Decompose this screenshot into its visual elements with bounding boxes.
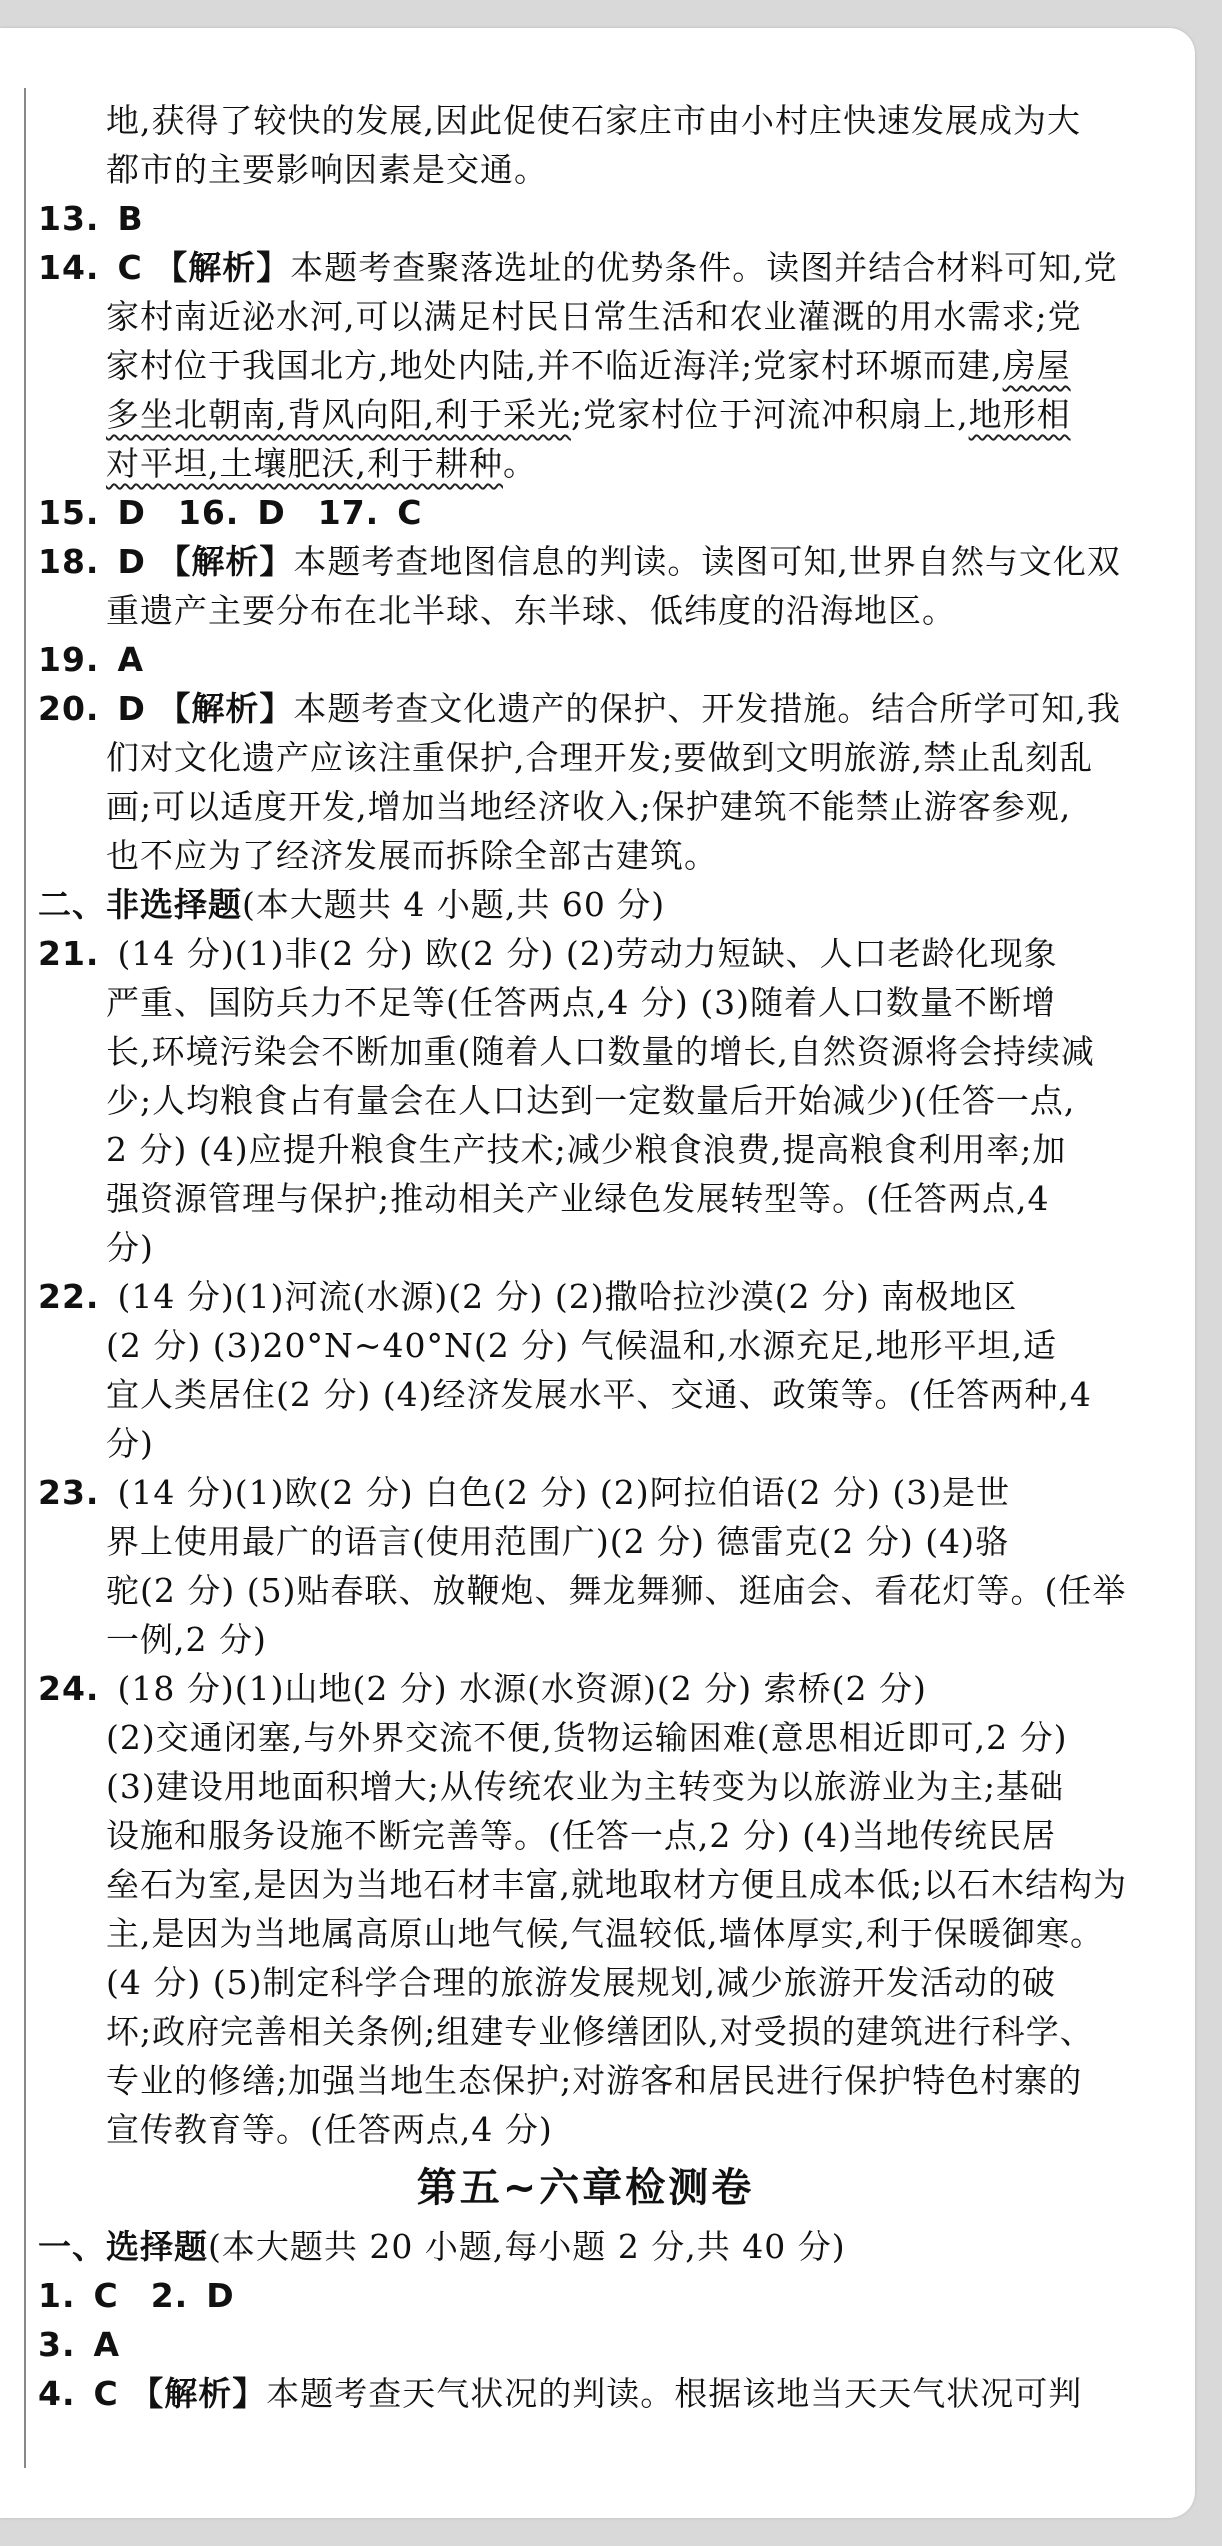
analysis-text: 本题考查聚落选址的优势条件。读图并结合材料可知,党 <box>290 248 1118 287</box>
answer-page <box>0 28 1195 2518</box>
emphasis-text: 地形相 <box>968 395 1071 434</box>
analysis-tag: 【解析】 <box>157 542 294 581</box>
text-line: 坏;政府完善相关条例;组建专业修缮团队,对受损的建筑进行科学、 <box>106 2012 1094 2051</box>
answer-letter: C <box>93 2276 119 2315</box>
question-number: 22. <box>38 1277 100 1316</box>
answer-item-18 <box>38 537 1133 586</box>
question-number: 3. <box>38 2325 76 2364</box>
answer-letter: D <box>117 493 146 532</box>
text-line: (2 分) (3)20°N~40°N(2 分) 气候温和,水源充足,地形平坦,适 <box>106 1326 1058 1365</box>
text-line: 驼(2 分) (5)贴春联、放鞭炮、舞龙舞狮、逛庙会、看花灯等。(任举 <box>106 1571 1127 1610</box>
chapter-title: 第五~六章检测卷 <box>416 2165 755 2211</box>
question-number: 16. <box>177 493 240 532</box>
text-line: 画;可以适度开发,增加当地经济收入;保护建筑不能禁止游客参观, <box>106 787 1072 826</box>
analysis-text: 本题考查天气状况的判读。根据该地当天天气状况可判 <box>266 2374 1083 2413</box>
text-line: 一例,2 分) <box>106 1620 267 1659</box>
left-margin-rule <box>24 88 26 2468</box>
question-number: 15. <box>38 493 100 532</box>
answer-letter: C <box>117 248 143 287</box>
section-note: (本大题共 4 小题,共 60 分) <box>242 885 666 924</box>
answer-item-24 <box>38 1664 1133 1713</box>
text-line: 垒石为室,是因为当地石材丰富,就地取材方便且成本低;以石木结构为 <box>106 1865 1128 1904</box>
analysis-text: 本题考查地图信息的判读。读图可知,世界自然与文化双 <box>293 542 1121 581</box>
emphasis-text: 多坐北朝南,背风向阳,利于采光 <box>106 395 571 434</box>
answer-item-3 <box>38 2320 1133 2369</box>
text-line: 分) <box>106 1228 154 1267</box>
answer-letter: C <box>397 493 423 532</box>
answer-item-21 <box>38 929 1133 978</box>
answer-letter: D <box>117 689 146 728</box>
answer-item-22 <box>38 1272 1133 1321</box>
question-number: 14. <box>38 248 100 287</box>
section-heading <box>38 880 1133 929</box>
answer-letter: A <box>117 640 145 679</box>
answer-text: (14 分)(1)非(2 分) 欧(2 分) (2)劳动力短缺、人口老龄化现象 <box>117 934 1058 973</box>
question-number: 1. <box>38 2276 76 2315</box>
text-line: 宜人类居住(2 分) (4)经济发展水平、交通、政策等。(任答两种,4 <box>106 1375 1092 1414</box>
answer-text: (18 分)(1)山地(2 分) 水源(水资源)(2 分) 索桥(2 分) <box>117 1669 927 1708</box>
answer-letter: C <box>93 2374 119 2413</box>
text-line: 界上使用最广的语言(使用范围广)(2 分) 德雷克(2 分) (4)骆 <box>106 1522 1009 1561</box>
question-number: 13. <box>38 199 100 238</box>
question-number: 17. <box>317 493 380 532</box>
answer-item-4 <box>38 2369 1133 2418</box>
analysis-tag: 【解析】 <box>130 2374 267 2413</box>
text-line: 主,是因为当地属高原山地气候,气温较低,墙体厚实,利于保暖御寒。 <box>106 1914 1104 1953</box>
text-line: 长,环境污染会不断加重(随着人口数量的增长,自然资源将会持续减 <box>106 1032 1095 1071</box>
section-note: (本大题共 20 小题,每小题 2 分,共 40 分) <box>208 2227 846 2266</box>
answer-item-23 <box>38 1468 1133 1517</box>
text-line: 也不应为了经济发展而拆除全部古建筑。 <box>106 836 718 875</box>
text-line: (3)建设用地面积增大;从传统农业为主转变为以旅游业为主;基础 <box>106 1767 1064 1806</box>
text-line: 宣传教育等。(任答两点,4 分) <box>106 2110 553 2149</box>
text-line <box>38 439 1133 488</box>
answer-items-15-17 <box>38 488 1133 537</box>
text-line: 强资源管理与保护;推动相关产业绿色发展转型等。(任答两点,4 <box>106 1179 1050 1218</box>
text-line: (4 分) (5)制定科学合理的旅游发展规划,减少旅游开发活动的破 <box>106 1963 1056 2002</box>
question-number: 2. <box>150 2276 189 2315</box>
emphasis-text: 对平坦,土壤肥沃,利于耕种 <box>106 444 503 483</box>
text-line: 重遗产主要分布在北半球、东半球、低纬度的沿海地区。 <box>106 591 956 630</box>
question-number: 24. <box>38 1669 100 1708</box>
question-number: 20. <box>38 689 100 728</box>
question-number: 23. <box>38 1473 100 1512</box>
analysis-text: 本题考查文化遗产的保护、开发措施。结合所学可知,我 <box>293 689 1121 728</box>
analysis-tag: 【解析】 <box>154 248 291 287</box>
answer-item-13 <box>38 194 1133 243</box>
answer-item-14 <box>38 243 1133 292</box>
text-segment: 。 <box>502 444 537 483</box>
text-segment: ;党家村位于河流冲积扇上, <box>570 395 969 434</box>
question-number: 18. <box>38 542 100 581</box>
text-line: 都市的主要影响因素是交通。 <box>106 150 548 189</box>
analysis-tag: 【解析】 <box>157 689 294 728</box>
text-line: 分) <box>106 1424 154 1463</box>
answer-text: (14 分)(1)欧(2 分) 白色(2 分) (2)阿拉伯语(2 分) (3)是世 <box>117 1473 1011 1512</box>
text-line <box>38 341 1133 390</box>
answer-content <box>38 96 1133 2418</box>
answer-text: (14 分)(1)河流(水源)(2 分) (2)撒哈拉沙漠(2 分) 南极地区 <box>117 1277 1018 1316</box>
answer-letter: A <box>93 2325 121 2364</box>
text-line: 专业的修缮;加强当地生态保护;对游客和居民进行保护特色村寨的 <box>106 2061 1083 2100</box>
text-line: 少;人均粮食占有量会在人口达到一定数量后开始减少)(任答一点, <box>106 1081 1076 1120</box>
answer-letter: D <box>257 493 286 532</box>
answer-letter: B <box>117 199 144 238</box>
text-line: (2)交通闭塞,与外界交流不便,货物运输困难(意思相近即可,2 分) <box>106 1718 1068 1757</box>
emphasis-text: 房屋 <box>1002 346 1071 385</box>
text-line: 设施和服务设施不断完善等。(任答一点,2 分) (4)当地传统民居 <box>106 1816 1056 1855</box>
answer-items-1-2 <box>38 2271 1133 2320</box>
answer-item-19 <box>38 635 1133 684</box>
text-line: 家村南近泌水河,可以满足村民日常生活和农业灌溉的用水需求;党 <box>106 297 1082 336</box>
section-heading <box>38 2222 1133 2271</box>
section-label: 一、选择题 <box>38 2227 208 2266</box>
question-number: 19. <box>38 640 100 679</box>
text-line: 2 分) (4)应提升粮食生产技术;减少粮食浪费,提高粮食利用率;加 <box>106 1130 1067 1169</box>
question-number: 21. <box>38 934 100 973</box>
question-number: 4. <box>38 2374 76 2413</box>
answer-item-20 <box>38 684 1133 733</box>
text-segment: 家村位于我国北方,地处内陆,并不临近海洋;党家村环塬而建, <box>106 346 1003 385</box>
answer-letter: D <box>117 542 146 581</box>
text-line: 地,获得了较快的发展,因此促使石家庄市由小村庄快速发展成为大 <box>106 101 1081 140</box>
text-line: 们对文化遗产应该注重保护,合理开发;要做到文明旅游,禁止乱刻乱 <box>106 738 1094 777</box>
section-label: 二、非选择题 <box>38 885 242 924</box>
answer-letter: D <box>206 2276 235 2315</box>
text-line: 严重、国防兵力不足等(任答两点,4 分) (3)随着人口数量不断增 <box>106 983 1056 1022</box>
text-line <box>38 390 1133 439</box>
